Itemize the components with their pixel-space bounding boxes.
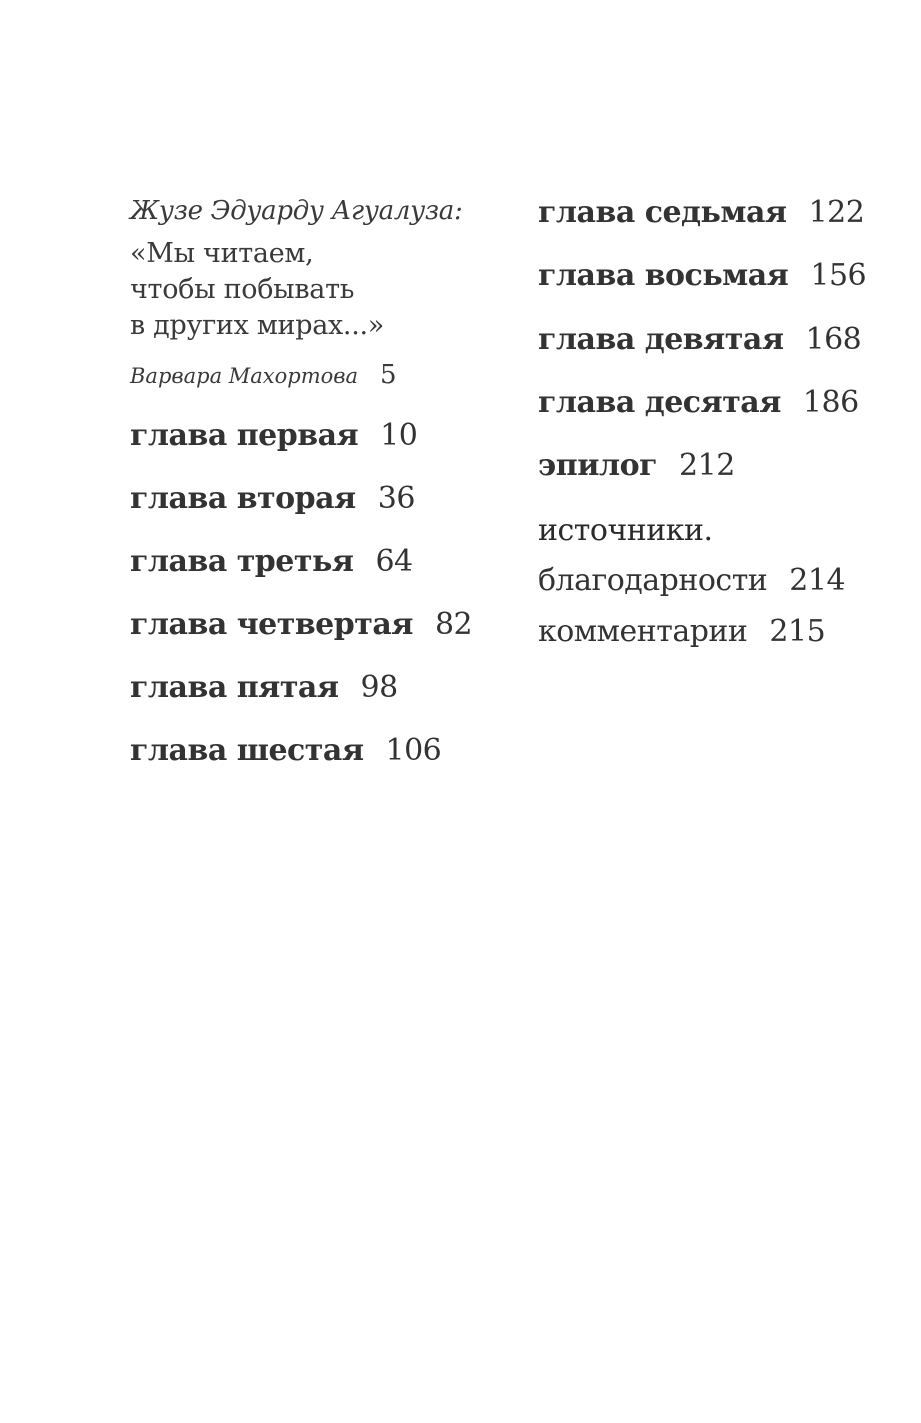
toc-entry-title: глава шестая: [130, 733, 364, 768]
toc-entry-page: 106: [385, 733, 442, 768]
toc-entry-page: 214: [789, 563, 846, 598]
toc-entry-title: глава вторая: [130, 481, 356, 516]
toc-entry-title: комментарии: [538, 614, 748, 649]
toc-entry-sources: [538, 506, 845, 606]
toc-entry-epilogue: [538, 448, 735, 483]
intro-author: Варвара Махортова: [130, 364, 359, 388]
toc-entry-page: 122: [808, 195, 865, 230]
toc-entry-title: глава восьмая: [538, 258, 789, 293]
toc-entry-chapter-8: [538, 258, 866, 293]
toc-entry-title: глава четвертая: [130, 607, 413, 642]
toc-entry-chapter-3: [130, 544, 413, 579]
toc-entry-chapter-7: [538, 195, 864, 230]
toc-entry-title: благодарности: [538, 563, 768, 598]
toc-entry-page: 212: [679, 448, 735, 483]
toc-entry-title: источники.: [538, 513, 713, 548]
intro-quote-line: в других мирах...»: [130, 310, 385, 341]
intro-page: 5: [380, 360, 397, 390]
toc-entry-page: 10: [380, 418, 418, 453]
toc-entry-chapter-10: [538, 385, 859, 420]
intro-title: Жузе Эдуарду Агуалуза:: [130, 196, 463, 226]
toc-entry-chapter-9: [538, 322, 861, 357]
toc-entry-title: глава пятая: [130, 670, 339, 705]
toc-entry-title: эпилог: [538, 448, 658, 483]
toc-entry-title: глава седьмая: [538, 195, 787, 230]
toc-entry-page: 36: [377, 481, 415, 516]
toc-entry-page: 98: [360, 670, 398, 705]
toc-entry-chapter-6: [130, 733, 441, 768]
toc-entry-page: 168: [805, 322, 862, 357]
toc-entry-chapter-2: [130, 481, 415, 516]
toc-entry-chapter-5: [130, 670, 398, 705]
toc-entry-comments: [538, 614, 825, 649]
intro-author-entry: [130, 360, 397, 390]
toc-entry-page: 215: [769, 614, 826, 649]
intro-quote: [130, 236, 384, 344]
toc-entry-title: глава третья: [130, 544, 354, 579]
intro-quote-line: чтобы побывать: [130, 274, 355, 305]
toc-entry-page: 156: [810, 258, 867, 293]
toc-entry-page: 82: [434, 607, 473, 642]
toc-entry-title: глава первая: [130, 418, 359, 453]
toc-entry-title: глава девятая: [538, 322, 784, 357]
toc-entry-page: 186: [802, 385, 859, 420]
toc-entry-title: глава десятая: [538, 385, 781, 420]
toc-entry-page: 64: [375, 544, 413, 579]
intro-quote-line: «Мы читаем,: [130, 238, 314, 269]
toc-entry-chapter-4: [130, 607, 472, 642]
toc-entry-chapter-1: [130, 418, 417, 453]
